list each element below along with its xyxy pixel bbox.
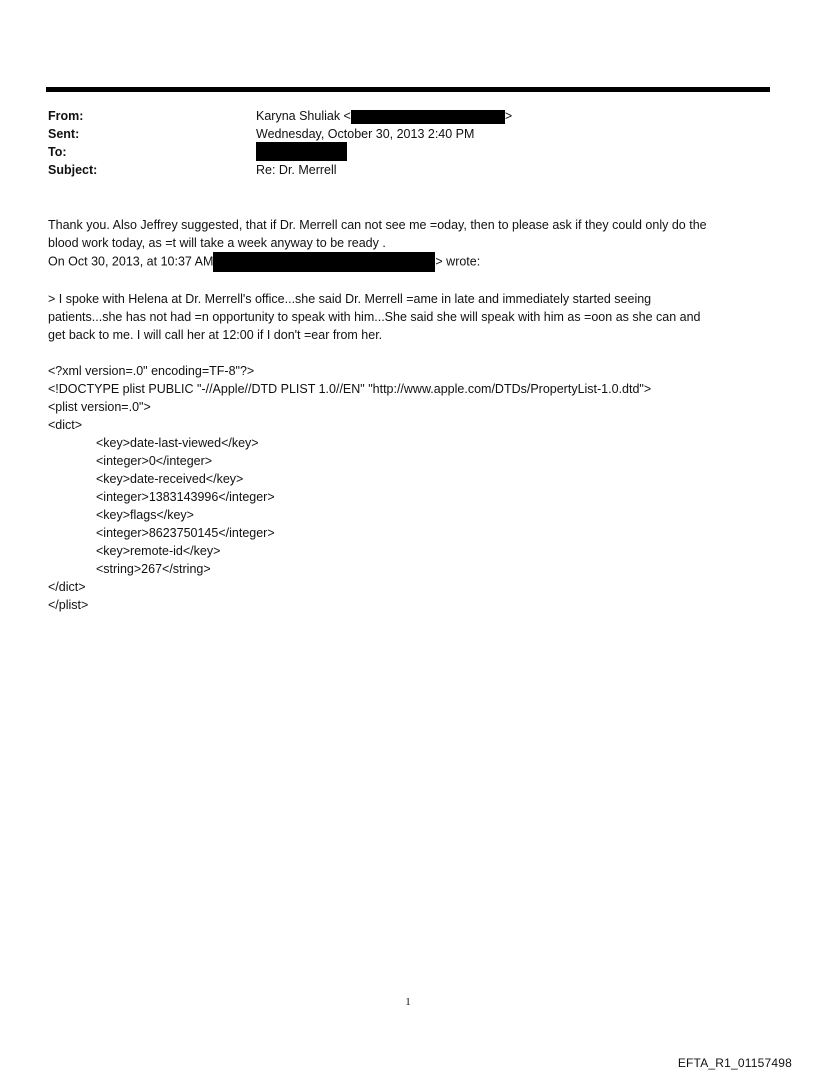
header-rule xyxy=(46,87,770,92)
quoted-line: patients...she has not had =n opportunity to speak with him...She said she will speak with him as =oon as she can and xyxy=(48,310,701,324)
attribution-suffix: > wrote: xyxy=(435,254,481,269)
quoted-line: get back to me. I will call her at 12:00 if I don't =ear from her. xyxy=(48,328,383,342)
xml-line: <key>date-last-viewed</key> xyxy=(96,436,259,450)
xml-line: </dict> xyxy=(48,580,86,594)
subject-label: Subject: xyxy=(48,163,98,177)
xml-line: <integer>1383143996</integer> xyxy=(96,490,275,504)
subject-value: Re: Dr. Merrell xyxy=(256,163,337,177)
sent-value: Wednesday, October 30, 2013 2:40 PM xyxy=(256,127,475,141)
redaction-box xyxy=(351,110,505,124)
redaction-box xyxy=(256,142,347,161)
xml-line: <key>remote-id</key> xyxy=(96,544,221,558)
from-suffix: > xyxy=(504,109,513,123)
xml-line: <!DOCTYPE plist PUBLIC "-//Apple//DTD PLIST 1.0//EN" "http://www.apple.com/DTDs/PropertyList-1.0.dtd"> xyxy=(48,382,652,396)
body-line: blood work today, as =t will take a week anyway to be ready . xyxy=(48,236,386,250)
page-number: 1 xyxy=(405,996,411,1008)
xml-line: <plist version=.0"> xyxy=(48,400,151,414)
attribution-date: On Oct 30, 2013, at 10:37 AM xyxy=(48,254,214,269)
xml-line: <integer>0</integer> xyxy=(96,454,213,468)
quoted-line: > I spoke with Helena at Dr. Merrell's office...she said Dr. Merrell =ame in late and immediately started seeing xyxy=(48,292,652,306)
xml-line: <?xml version=.0" encoding=TF-8"?> xyxy=(48,364,255,378)
xml-line: <key>date-received</key> xyxy=(96,472,244,486)
sent-label: Sent: xyxy=(48,127,80,141)
to-label: To: xyxy=(48,145,67,159)
to-value xyxy=(256,142,347,161)
body-line: Thank you. Also Jeffrey suggested, that if Dr. Merrell can not see me =oday, then to please ask if they could only do the xyxy=(48,218,707,232)
from-value xyxy=(256,107,512,125)
from-name: Karyna Shuliak < xyxy=(256,109,351,123)
xml-line: <key>flags</key> xyxy=(96,508,194,522)
xml-line: <dict> xyxy=(48,418,83,432)
redaction-box xyxy=(213,252,435,272)
bates-number: EFTA_R1_01157498 xyxy=(677,1056,792,1070)
quote-attribution xyxy=(48,252,778,272)
xml-line: <integer>8623750145</integer> xyxy=(96,526,275,540)
xml-line: </plist> xyxy=(48,598,89,612)
spacer xyxy=(48,344,778,362)
spacer xyxy=(48,272,778,290)
xml-line: <string>267</string> xyxy=(96,562,211,576)
email-body xyxy=(48,216,778,614)
from-label: From: xyxy=(48,109,84,123)
